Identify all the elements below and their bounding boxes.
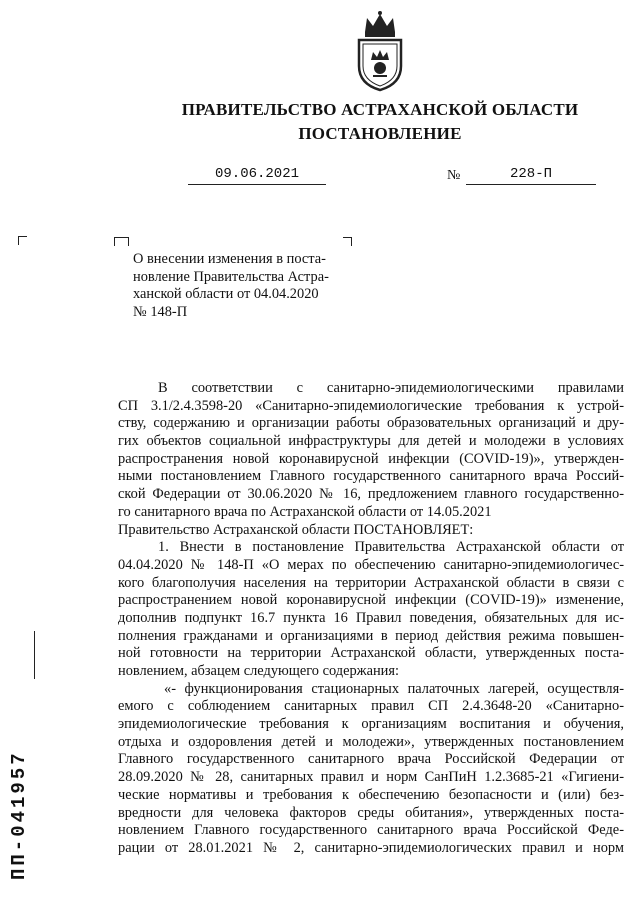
- document-date: 09.06.2021: [188, 166, 326, 185]
- body-line: новлением Главного государственного санитарного врача Российской Феде-: [118, 822, 624, 839]
- document-type: ПОСТАНОВЛЕНИЕ: [298, 124, 462, 143]
- body-line: эпидемиологические требования к организациям воспитания и обучения,: [118, 716, 624, 733]
- body-line: ной готовности на территории Астраханской области, утвержденных поста-: [118, 645, 624, 662]
- body-line: дополнив подпункт 16.7 пункта 16 Правил поведения, обязательных для ис-: [118, 609, 624, 626]
- body-line: ческие нормативы и требования к обеспечению безопасности и (или) без-: [118, 786, 624, 803]
- corner-mark: [120, 237, 129, 246]
- body-line: «- функционирования стационарных палаточных лагерей, осуществля-: [164, 680, 624, 697]
- body-line: кого благополучия населения на территории Астраханской области в связи с: [118, 574, 624, 591]
- body-line: новлением, абзацем следующего содержания:: [118, 663, 399, 679]
- organization-title: ПРАВИТЕЛЬСТВО АСТРАХАНСКОЙ ОБЛАСТИ: [181, 100, 579, 119]
- body-line: отдыха и оздоровления детей и молодежи», утвержденных постановлением: [118, 733, 624, 750]
- body-line: Главного государственного санитарного врача Российской Федерации от: [118, 751, 624, 768]
- body-line: 28.09.2020 № 28, санитарных правил и норм СанПиН 1.2.3685-21 «Гигиени-: [118, 769, 624, 786]
- body-line: рации от 28.01.2021 № 2, санитарно-эпидемиологических правил и норм: [118, 839, 624, 856]
- body-line: полнения гражданами и организациями в период действия режима повышен-: [118, 627, 624, 644]
- corner-mark: [18, 236, 27, 245]
- document-subject: [133, 251, 346, 321]
- subject-line: О внесении изменения в поста-: [133, 251, 326, 267]
- body-line: СП 3.1/2.4.3598-20 «Санитарно-эпидемиологические требования к устрой-: [118, 397, 624, 414]
- subject-line: № 148-П: [133, 303, 188, 320]
- body-line: В соответствии с санитарно-эпидемиологическими правилами: [158, 380, 624, 396]
- margin-line: [34, 631, 35, 679]
- coat-of-arms-icon: [351, 10, 409, 92]
- body-line: 1. Внести в постановление Правительства Астраханской области от: [158, 539, 624, 556]
- margin-stamp: ПП-041957: [8, 750, 30, 880]
- body-line: распространения новой коронавирусной инфекции (COVID-19)», утвержден-: [118, 450, 624, 467]
- document-body: [118, 380, 624, 858]
- body-line: ными постановлением Главного государственного санитарного врача Россий-: [118, 468, 624, 485]
- body-line: ской Федерации от 30.06.2020 № 16, предложением главного государственно-: [118, 486, 624, 503]
- body-line: емого с соблюдением санитарных правил СП 2.4.3648-20 «Санитарно-: [118, 698, 624, 715]
- body-line: ству, содержанию и организации работы образовательных организаций и дру-: [118, 415, 624, 432]
- body-line: го санитарного врача по Астраханской области от 14.05.2021: [118, 503, 492, 520]
- document-number: 228-П: [466, 166, 596, 185]
- number-label: №: [447, 168, 461, 183]
- body-line: распространением новой коронавирусной инфекции (COVID-19)» изменение,: [118, 592, 624, 609]
- body-line: вредности для человека факторов среды обитания», утвержденных поста-: [118, 804, 624, 821]
- corner-mark: [343, 237, 352, 246]
- body-line: 04.04.2020 № 148-П «О мерах по обеспечению санитарно-эпидемиологичес-: [118, 556, 624, 573]
- subject-line: новление Правительства Астра-: [133, 268, 329, 285]
- body-line: Правительство Астраханской области ПОСТАНОВЛЯЕТ:: [118, 521, 474, 538]
- body-line: гих объектов социальной инфраструктуры для детей и молодежи в условиях: [118, 433, 624, 450]
- subject-line: ханской области от 04.04.2020: [133, 286, 319, 302]
